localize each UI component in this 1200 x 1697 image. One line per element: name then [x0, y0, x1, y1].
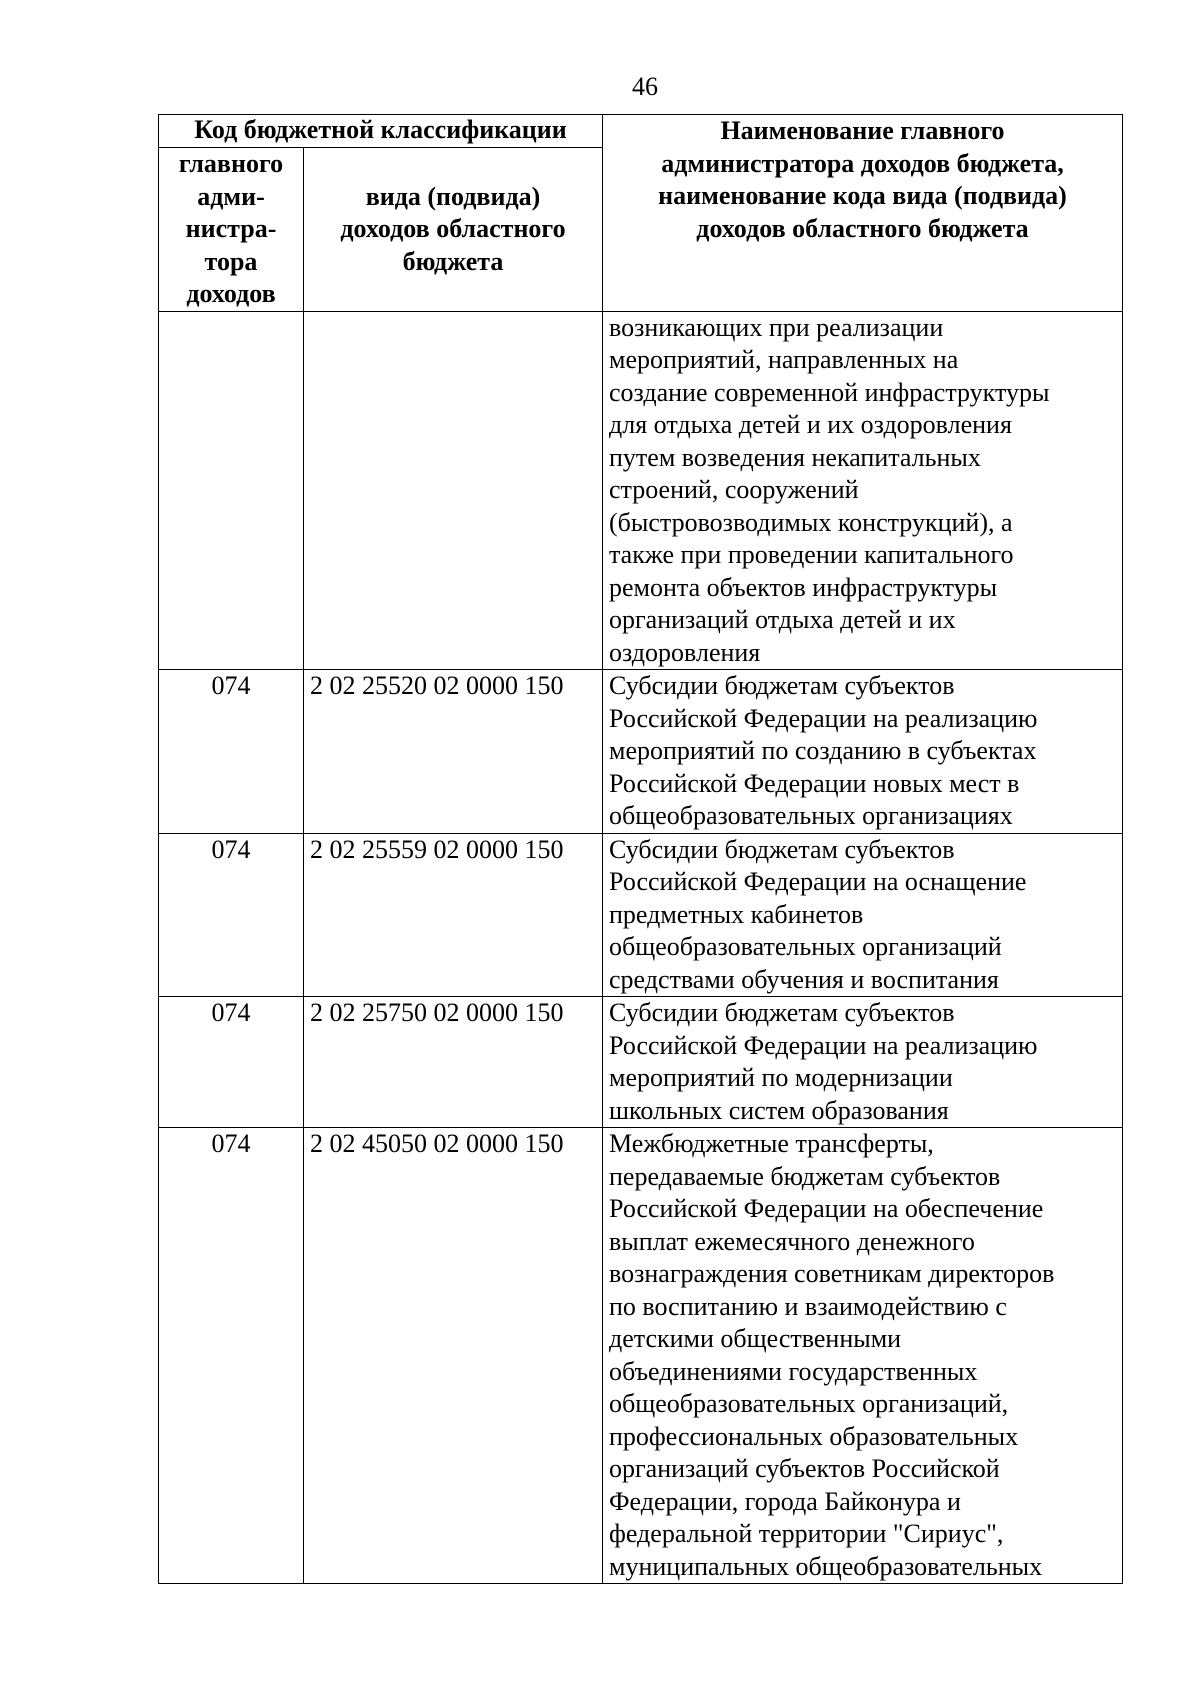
income-name-line: возникающих при реализации	[609, 312, 944, 342]
income-name-line: (быстровозводимых конструкций), а	[609, 507, 1013, 537]
header-admin-line: доходов	[186, 279, 276, 308]
income-name-line: создание современной инфраструктуры	[609, 377, 1050, 407]
income-name-cell	[603, 311, 1123, 670]
header-code-column	[304, 148, 603, 312]
header-name-line: наименование кода вида (подвида)	[658, 181, 1067, 210]
table-header	[159, 115, 1123, 312]
header-budget-classification-code: Код бюджетной классификации	[159, 115, 603, 148]
income-name-line: организаций отдыха детей и их	[609, 605, 956, 634]
income-name-line: по воспитанию и взаимодействию с	[609, 1291, 1007, 1321]
header-code-line: вида (подвида)	[365, 181, 541, 211]
budget-classification-table	[158, 114, 1123, 1584]
income-name-line: Субсидии бюджетам субъектов	[609, 671, 955, 700]
income-type-code-cell: 2 02 25520 02 0000 150	[304, 670, 603, 834]
admin-code-cell: 074	[159, 1128, 304, 1584]
header-code-line: бюджета	[402, 246, 504, 276]
income-name-line: организаций субъектов Российской	[609, 1454, 1000, 1483]
income-name-line: также при проведении капитального	[609, 540, 1014, 569]
income-name-line: Субсидии бюджетам субъектов	[609, 998, 955, 1027]
header-name-line: доходов областного бюджета	[696, 213, 1029, 243]
income-name-line: Российской Федерации на обеспечение	[609, 1194, 1044, 1223]
header-row-group	[159, 115, 1123, 148]
income-name-line: передаваемые бюджетам субъектов	[609, 1161, 1001, 1191]
income-name-line: муниципальных общеобразовательных	[609, 1551, 1043, 1581]
header-admin-line: тора	[204, 246, 258, 276]
income-name-line: общеобразовательных организаций,	[609, 1389, 1009, 1418]
header-name-line: администратора доходов бюджета,	[661, 148, 1064, 178]
admin-code-cell	[159, 311, 304, 670]
income-name-line: средствами обучения и воспитания	[609, 964, 999, 994]
income-name-line: вознаграждения советникам директоров	[609, 1259, 1055, 1288]
income-name-line: Федерации, города Байконура и	[609, 1486, 961, 1516]
header-name-column	[603, 115, 1123, 312]
income-type-code-cell: 2 02 45050 02 0000 150	[304, 1128, 603, 1584]
table-row	[159, 1128, 1123, 1584]
table-row	[159, 670, 1123, 834]
income-type-code-cell: 2 02 25559 02 0000 150	[304, 833, 603, 997]
header-code-line: доходов областного	[340, 214, 566, 243]
income-name-line: строений, сооружений	[609, 475, 859, 504]
admin-code-cell: 074	[159, 833, 304, 997]
admin-code-cell: 074	[159, 670, 304, 834]
income-name-line: детскими общественными	[609, 1324, 902, 1353]
income-name-cell	[603, 833, 1123, 997]
income-name-line: Российской Федерации на реализацию	[609, 1030, 1038, 1060]
income-name-line: для отдыха детей и их оздоровления	[609, 410, 1012, 439]
income-name-line: путем возведения некапитальных	[609, 442, 981, 472]
income-name-line: общеобразовательных организациях	[609, 801, 1013, 830]
income-name-line: выплат ежемесячного денежного	[609, 1226, 975, 1256]
income-type-code-cell: 2 02 25750 02 0000 150	[304, 997, 603, 1128]
table-body	[159, 311, 1123, 1584]
income-name-line: Российской Федерации на оснащение	[609, 867, 1027, 896]
table-row	[159, 311, 1123, 670]
income-name-line: федеральной территории "Сириус",	[609, 1519, 1004, 1548]
income-name-line: Российской Федерации на реализацию	[609, 703, 1038, 733]
income-name-line: предметных кабинетов	[609, 899, 864, 929]
income-name-line: Российской Федерации новых мест в	[609, 768, 1020, 798]
header-admin-line: адми-	[197, 181, 265, 211]
table-row	[159, 833, 1123, 997]
page-number: 46	[632, 72, 658, 101]
income-name-cell	[603, 1128, 1123, 1584]
header-name-line: Наименование главного	[720, 116, 1005, 145]
table-row	[159, 997, 1123, 1128]
income-name-line: школьных систем образования	[609, 1095, 949, 1125]
income-name-line: мероприятий, направленных на	[609, 345, 959, 374]
income-name-cell	[603, 997, 1123, 1128]
admin-code-cell: 074	[159, 997, 304, 1128]
income-name-line: Субсидии бюджетам субъектов	[609, 834, 955, 864]
header-admin-line: нистра-	[185, 214, 277, 243]
header-admin-line: главного	[178, 149, 284, 178]
income-name-line: профессиональных образовательных	[609, 1421, 1019, 1451]
income-name-line: Межбюджетные трансферты,	[609, 1129, 934, 1158]
income-type-code-cell	[304, 311, 603, 670]
income-name-line: оздоровления	[609, 637, 761, 667]
income-name-line: объединениями государственных	[609, 1356, 978, 1386]
income-name-line: мероприятий по модернизации	[609, 1063, 953, 1092]
header-admin-column	[159, 148, 304, 312]
income-name-line: общеобразовательных организаций	[609, 932, 1002, 961]
income-name-cell	[603, 670, 1123, 834]
income-name-line: ремонта объектов инфраструктуры	[609, 572, 998, 602]
income-name-line: мероприятий по созданию в субъектах	[609, 736, 1037, 765]
